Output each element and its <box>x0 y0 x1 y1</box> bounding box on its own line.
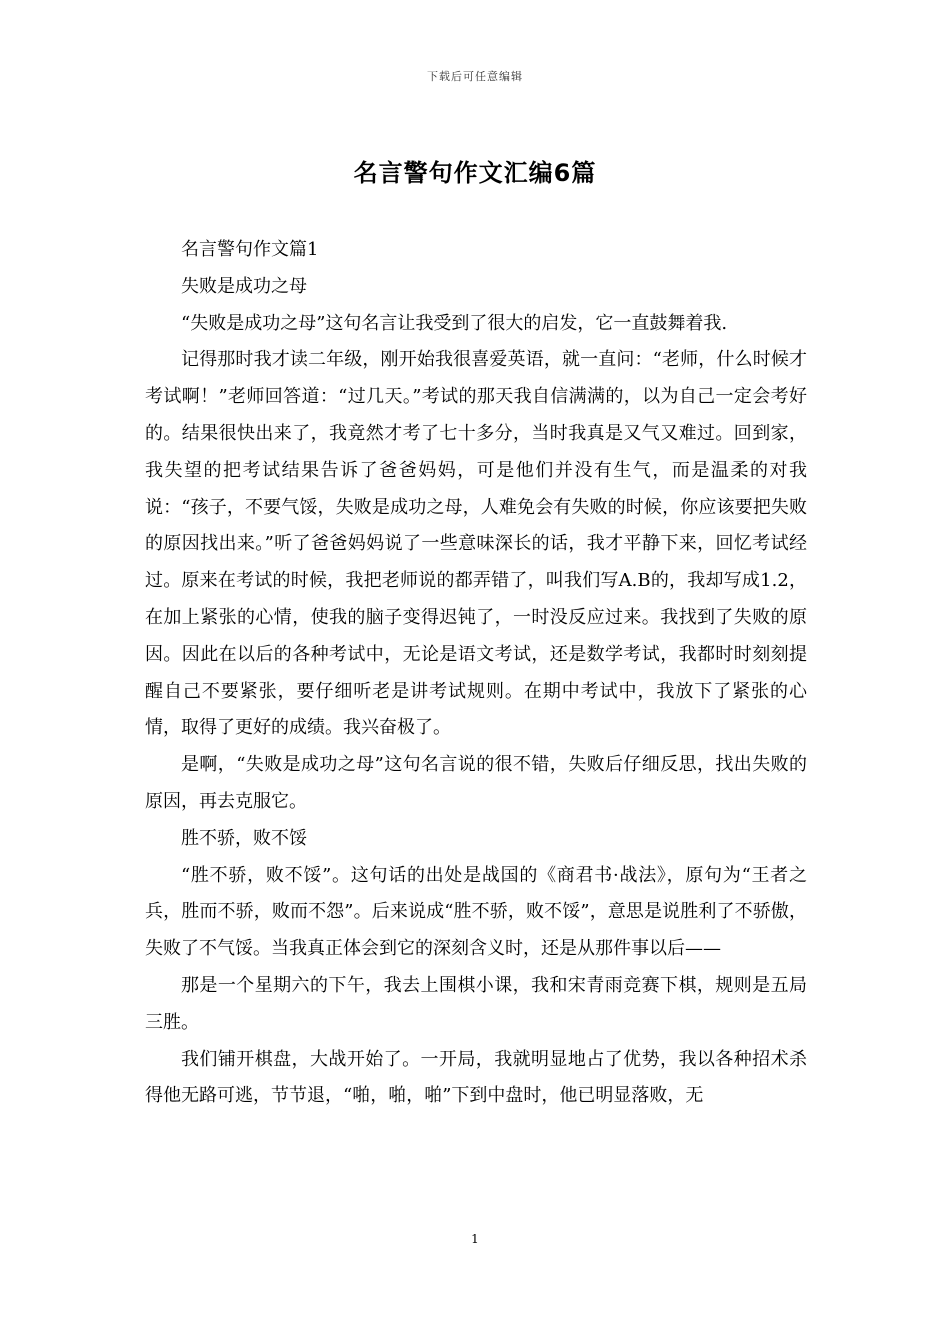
paragraph: “失败是成功之母”这句名言让我受到了很大的启发，它一直鼓舞着我. <box>181 312 728 334</box>
subheading: 胜不骄，败不馁 <box>181 827 307 849</box>
header-note: 下载后可任意编辑 <box>427 70 523 83</box>
paragraph: 记得那时我才读二年级，刚开始我很喜爱英语，就一直问：“老师，什么时候才考试啊！”老师回答道：“过几天。”考试的那天我自信满满的，以为自己一定会考好的。结果很快出来了，我竟然才考了七十多分，当时我真是又气又难过。回到家，我失望的把考试结果告诉了爸爸妈妈，可是他们并没有生气，而是温柔的对我说：“孩子，不要气馁，失败是成功之母，人难免会有失败的时候，你应该要把失败的原因找出来。”听了爸爸妈妈说了一些意味深长的话，我才平静下来，回忆考试经过。原来在考试的时候，我把老师说的都弄错了，叫我们写A.B的，我却写成1.2，在加上紧张的心情，使我的脑子变得迟钝了，一时没反应过来。我找到了失败的原因。因此在以后的各种考试中，无论是语文考试，还是数学考试，我都时时刻刻提醒自己不要紧张，要仔细听老是讲考试规则。在期中考试中，我放下了紧张的心情，取得了更好的成绩。我兴奋极了。 <box>145 349 807 739</box>
paragraph: 我们铺开棋盘，大战开始了。一开局，我就明显地占了优势，我以各种招术杀得他无路可逃，节节退，“啪，啪，啪”下到中盘时，他已明显落败，无 <box>145 1048 807 1107</box>
section-heading: 名言警句作文篇1 <box>181 239 319 260</box>
page-number: 1 <box>471 1232 479 1246</box>
subheading: 失败是成功之母 <box>181 275 307 297</box>
document-title: 名言警句作文汇编6篇 <box>353 159 597 187</box>
paragraph: 那是一个星期六的下午，我去上围棋小课，我和宋青雨竞赛下棋，规则是五局三胜。 <box>145 974 807 1033</box>
document-body <box>145 232 807 1115</box>
paragraph: “胜不骄，败不馁”。这句话的出处是战国的《商君书·战法》，原句为“王者之兵，胜而不骄，败而不怨”。后来说成“胜不骄，败不馁”，意思是说胜利了不骄傲，失败了不气馁。当我真正体会到它的深刻含义时，还是从那件事以后—— <box>145 864 807 960</box>
paragraph: 是啊，“失败是成功之母”这句名言说的很不错，失败后仔细反思，找出失败的原因，再去克服它。 <box>145 754 807 812</box>
